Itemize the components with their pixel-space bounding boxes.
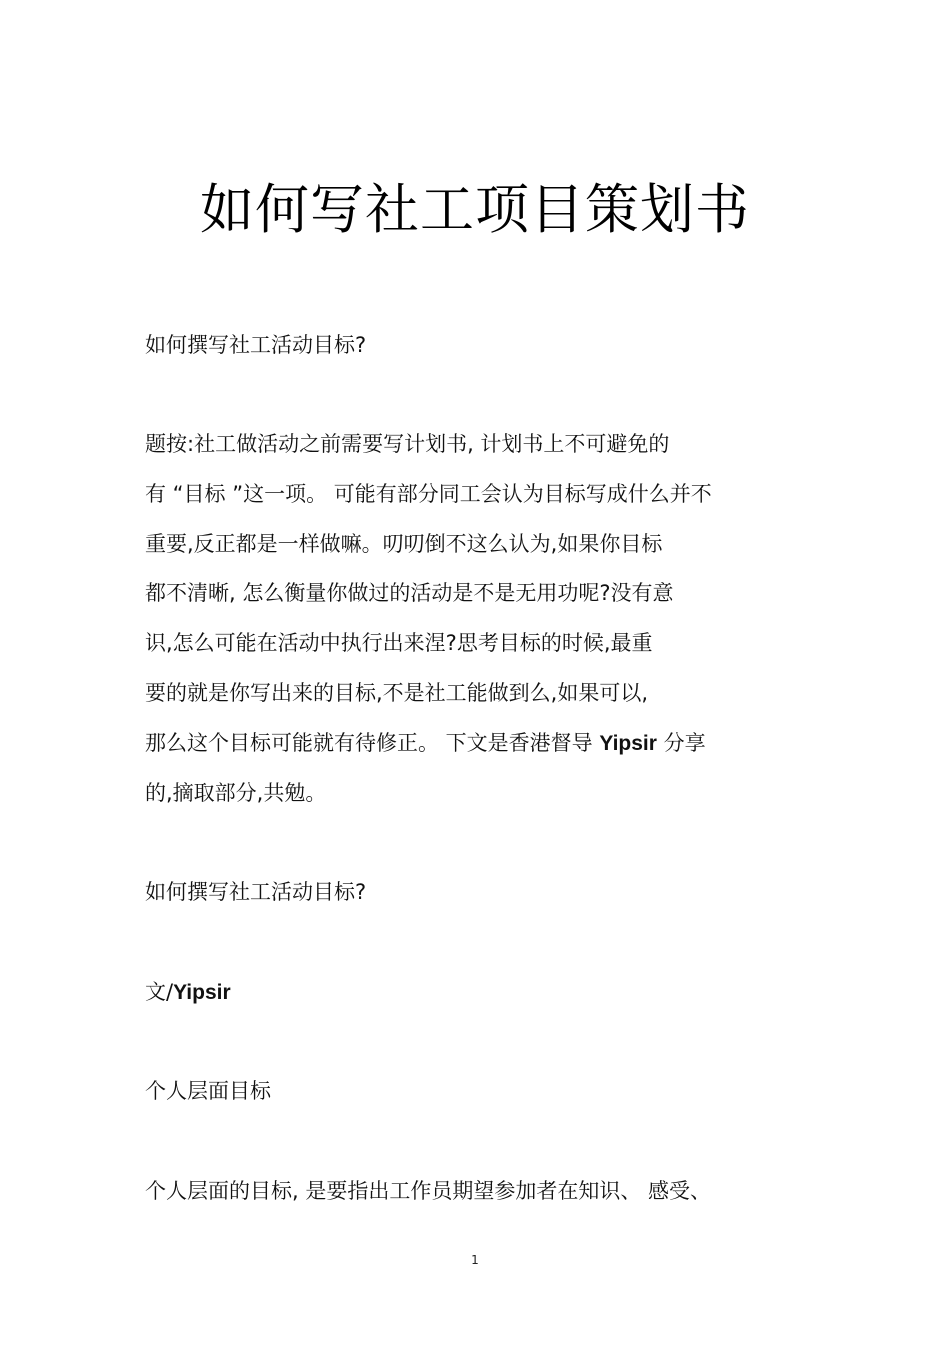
intro-line-7 <box>145 729 706 758</box>
author-name: Yipsir <box>173 981 231 1004</box>
intro-line-3: 重要,反正都是一样做嘛。叨叨倒不这么认为,如果你目标 <box>145 532 663 556</box>
heading-how-to-write-goals-repeat: 如何撰写社工活动目标? <box>145 880 367 904</box>
section-heading: 个人层面目标 <box>145 1079 271 1103</box>
document-title: 如何写社工项目策划书 <box>200 178 750 241</box>
intro-line-8: 的,摘取部分,共勉。 <box>145 781 327 805</box>
author-prefix: 文/ <box>145 980 174 1004</box>
intro-line-7-tail: 分享 <box>656 731 706 755</box>
intro-line-6: 要的就是你写出来的目标,不是社工能做到么,如果可以, <box>145 681 649 705</box>
intro-line-5: 识,怎么可能在活动中执行出来涅?思考目标的时候,最重 <box>145 631 653 655</box>
intro-line-4: 都不清晰, 怎么衡量你做过的活动是不是无用功呢?没有意 <box>145 581 674 605</box>
intro-line-1: 题按:社工做活动之前需要写计划书, 计划书上不可避免的 <box>145 432 670 456</box>
intro-line-7-text: 那么这个目标可能就有待修正。 下文是香港督导 <box>145 731 600 755</box>
page-number: 1 <box>471 1253 479 1267</box>
heading-how-to-write-goals: 如何撰写社工活动目标? <box>145 333 367 357</box>
supervisor-name: Yipsir <box>599 732 657 755</box>
intro-line-2: 有 “目标 ”这一项。 可能有部分同工会认为目标写成什么并不 <box>145 482 712 506</box>
section-text-line-1: 个人层面的目标, 是要指出工作员期望参加者在知识、 感受、 <box>145 1179 712 1203</box>
author-line <box>145 978 231 1007</box>
